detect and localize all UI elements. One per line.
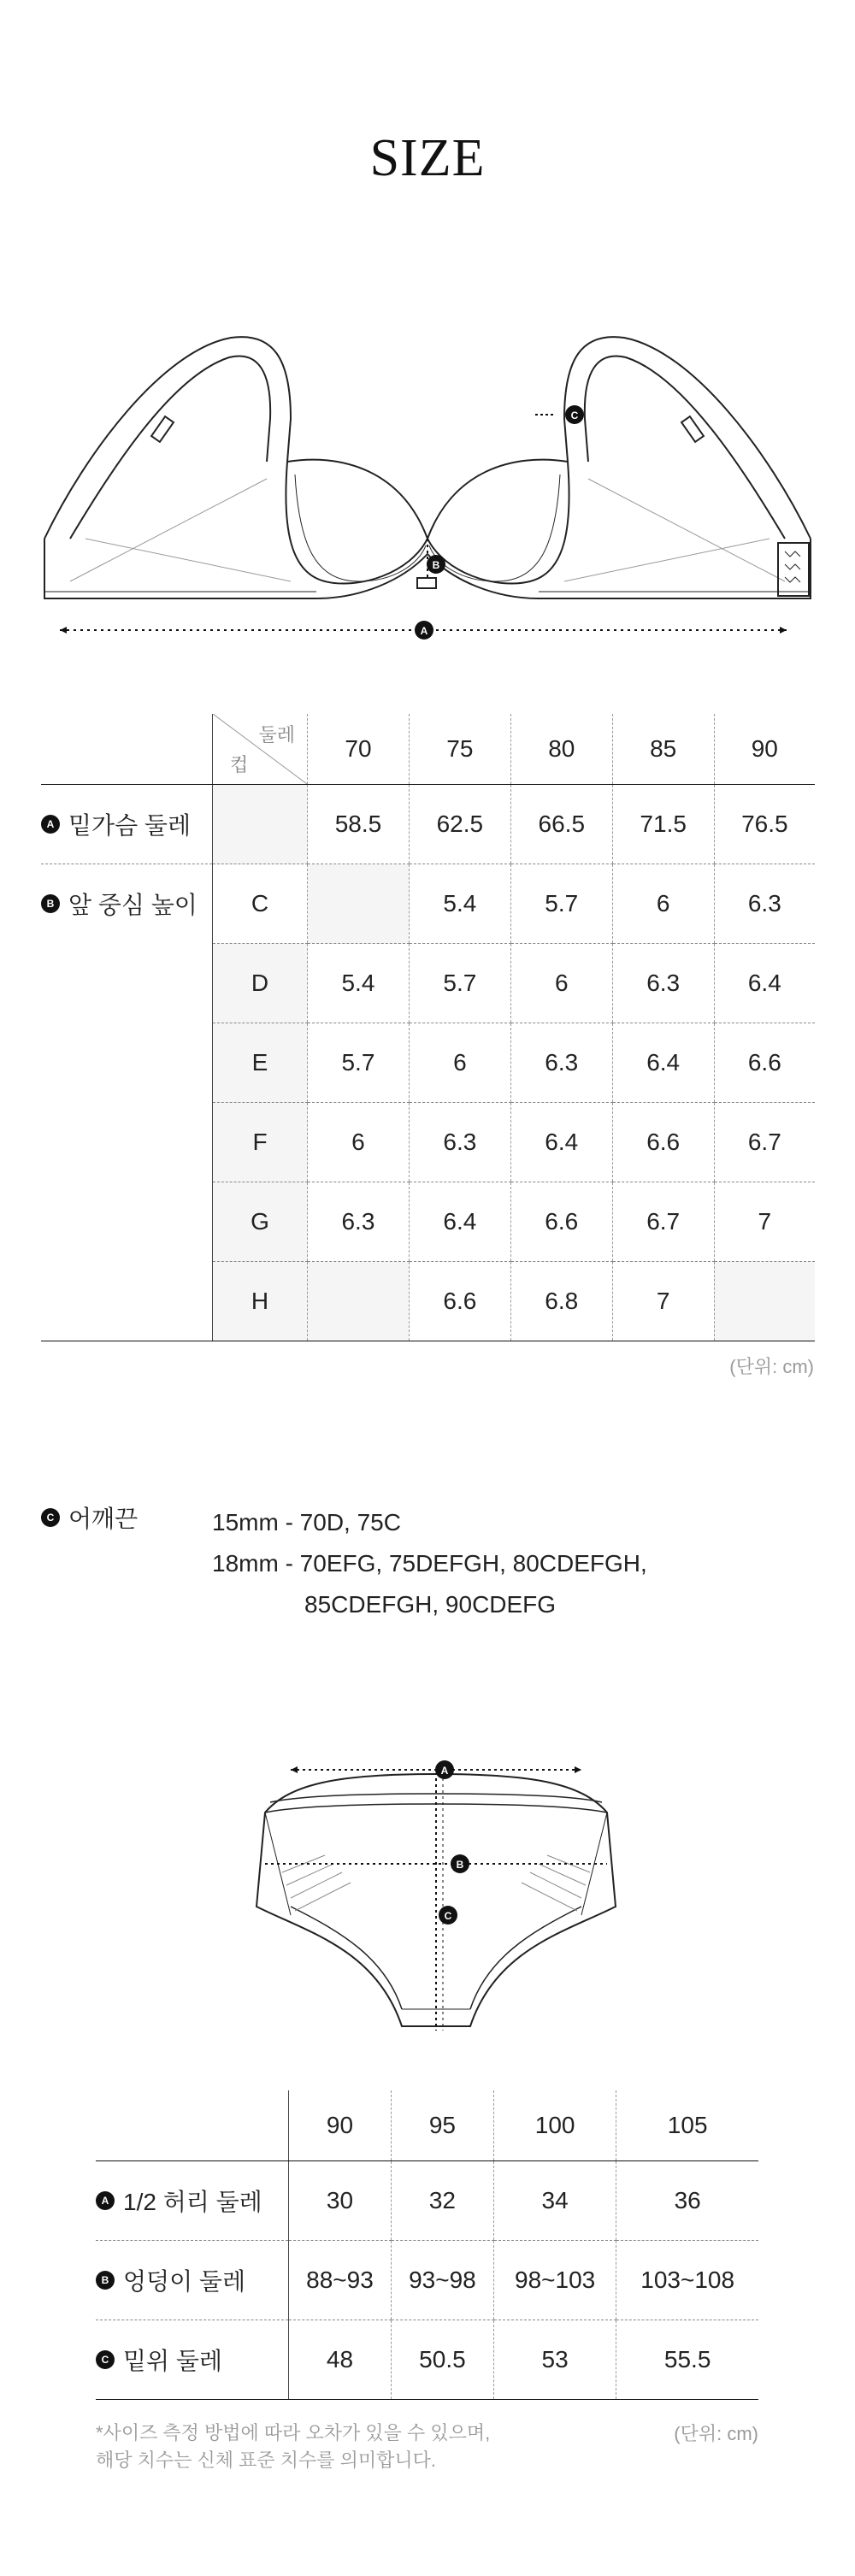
right-strap xyxy=(564,337,811,539)
strap-label: C 어깨끈 xyxy=(41,1500,138,1535)
strap-line-2: 18mm - 70EFG, 75DEFGH, 80CDEFGH, xyxy=(212,1550,647,1577)
table-row: H 6.6 6.8 7 xyxy=(41,1262,815,1341)
table-row: A 1/2 허리 둘레 30 32 34 36 xyxy=(96,2161,758,2241)
right-cup xyxy=(428,460,569,584)
size-90: 90 xyxy=(289,2090,392,2161)
band-75: 75 xyxy=(409,714,510,785)
page-title: SIZE xyxy=(369,129,486,187)
panty-size-table xyxy=(96,2090,758,2400)
table-row: F 6 6.3 6.4 6.6 6.7 xyxy=(41,1103,815,1182)
band-80: 80 xyxy=(510,714,612,785)
center-bow xyxy=(417,578,436,588)
table-row: D 5.4 5.7 6 6.3 6.4 xyxy=(41,944,815,1023)
hip-label: B 엉덩이 둘레 xyxy=(96,2241,289,2320)
left-adjuster xyxy=(151,416,174,442)
table-row: A 밑가슴 둘레 58.5 62.5 66.5 71.5 76.5 xyxy=(41,785,815,864)
corner-header: 둘레 컵 xyxy=(213,714,308,785)
underbust-label: A 밑가슴 둘레 xyxy=(41,785,213,864)
bra-unit-note: (단위: cm) xyxy=(729,1356,814,1377)
svg-text:A: A xyxy=(440,1765,449,1777)
waist-label: A 1/2 허리 둘레 xyxy=(96,2161,289,2241)
right-adjuster xyxy=(681,416,704,442)
size-100: 100 xyxy=(493,2090,616,2161)
svg-text:B: B xyxy=(456,1859,464,1871)
table-row: E 5.7 6 6.3 6.4 6.6 xyxy=(41,1023,815,1103)
center-front-label: B 앞 중심 높이 xyxy=(41,864,213,944)
band-85: 85 xyxy=(612,714,714,785)
svg-text:B: B xyxy=(432,559,440,571)
panty-illustration xyxy=(239,1736,633,2060)
hook-eye xyxy=(778,543,809,596)
size-95: 95 xyxy=(391,2090,493,2161)
table-row: B 앞 중심 높이 C 5.4 5.7 6 6.3 xyxy=(41,864,815,944)
svg-text:C: C xyxy=(444,1910,452,1922)
panty-unit-note: (단위: cm) xyxy=(674,2423,758,2444)
table-row: B 엉덩이 둘레 88~93 93~98 98~103 103~108 xyxy=(96,2241,758,2320)
band-90: 90 xyxy=(714,714,815,785)
rise-label: C 밑위 둘레 xyxy=(96,2320,289,2400)
band-70: 70 xyxy=(308,714,410,785)
table-row: G 6.3 6.4 6.6 6.7 7 xyxy=(41,1182,815,1262)
left-cup xyxy=(286,460,428,584)
bra-size-table xyxy=(41,714,815,1341)
left-strap xyxy=(44,337,291,539)
bra-illustration xyxy=(34,325,821,650)
measurement-note: *사이즈 측정 방법에 따라 오차가 있을 수 있으며, 해당 치수는 신체 표준 치수를 의미합니다. xyxy=(96,2422,491,2471)
svg-text:C: C xyxy=(570,410,579,421)
table-row: C 밑위 둘레 48 50.5 53 55.5 xyxy=(96,2320,758,2400)
strap-line-1: 15mm - 70D, 75C xyxy=(212,1509,401,1536)
svg-text:A: A xyxy=(420,625,428,637)
strap-line-3: 85CDEFGH, 90CDEFG xyxy=(304,1591,557,1618)
size-105: 105 xyxy=(616,2090,758,2161)
